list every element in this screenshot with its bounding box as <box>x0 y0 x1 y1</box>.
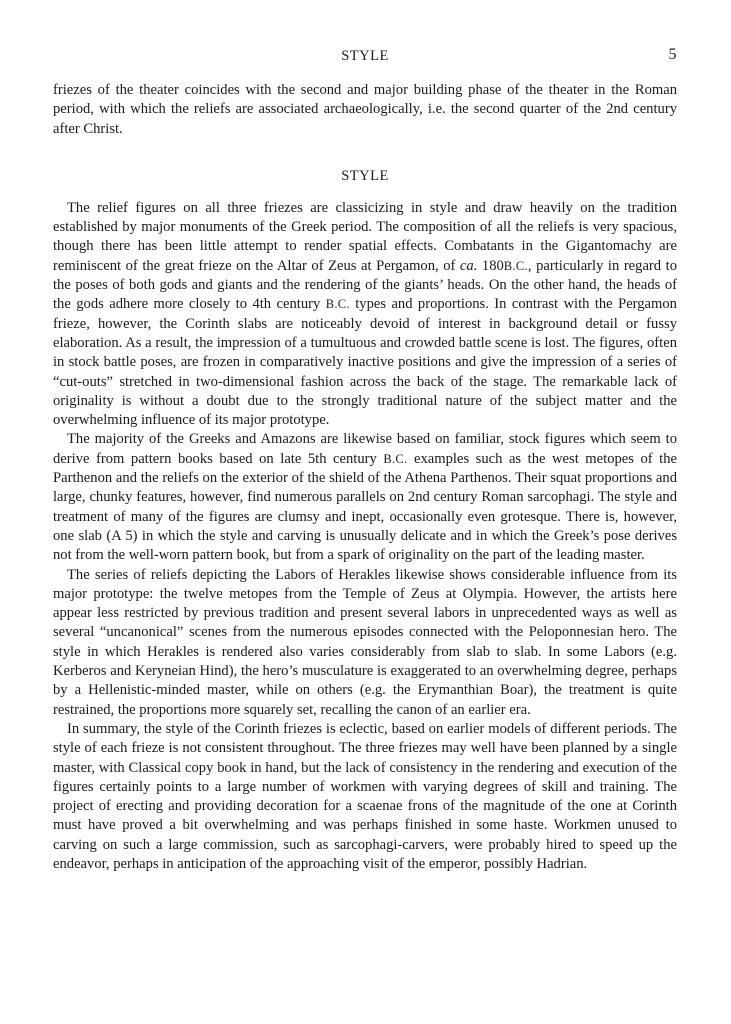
continuation-paragraph: friezes of the theater coincides with the second and major building phase of the theater in the Roman period, with which the reliefs are associated archaeologically, i.e. the second quarter of the 2nd century after Christ. <box>53 82 677 137</box>
paragraph-2 <box>53 430 677 565</box>
paragraph-1-circa: ca. <box>459 257 478 274</box>
paragraph-1-bc-1: B.C. <box>503 258 528 273</box>
paragraph-1 <box>53 199 677 431</box>
paragraph-2-bc: B.C. <box>383 451 408 466</box>
paragraph-1-text-d: types and proportions. In contrast with the Pergamon frieze, however, the Corinth slabs are noticeably devoid of interest in background detail or fussy elaboration. As a result, the impression of a tumultuous and crowded battle scene is lost. The figures, often in stock battle poses, are frozen in comparatively inactive positions and give the impression of a series of “cut-outs” stretched in two-dimensional fashion across the back of the stage. The remarkable lack of originality is without a doubt due to the strongly traditional nature of the subject matter and the overwhelming influence of its major prototype. <box>53 296 677 429</box>
paragraph-3: The series of reliefs depicting the Labors of Herakles likewise shows considerable influence from its major prototype: the twelve metopes from the Temple of Zeus at Olympia. However, the artists here appear less restricted by previous tradition and present several labors in unprecedented ways as well as several “uncanonical” scenes from the numerous episodes connected with the Peloponnesian hero. The style in which Herakles is rendered also varies considerably from slab to slab. In some Labors (e.g. Kerberos and Keryneian Hind), the hero’s musculature is exaggerated to an overwhelming degree, perhaps by a Hellenistic-minded master, while on others (e.g. the Erymanthian Boar), the treatment is quite restrained, the proportions more squarely set, recalling the canon of an earlier era. <box>53 566 677 718</box>
section-title: STYLE <box>341 167 389 184</box>
page-number: 5 <box>668 46 677 63</box>
paragraph-1-text-a: The relief figures on all three friezes are classicizing in style and draw heavily on the tradition established by major monuments of the Greek period. The composition of all the reliefs is very spacious, though there has been little attempt to render spatial effects. Combatants in the Gigantomachy are reminiscent of the great frieze on the Altar of Zeus at Pergamon, of <box>53 199 677 274</box>
paragraph-2-text-b: examples such as the west metopes of the Parthenon and the reliefs on the exterior of the shield of the Athena Parthenos. Their squat proportions and large, chunky features, however, find numerous parallels on 2nd century Roman sarcophagi. The style and treatment of many of the figures are clumsy and inept, occasionally even grotesque. There is, however, one slab (A 5) in which the style and carving is unusually delicate and in which the Greek’s pose derives not from the well-worn pattern book, but from a spark of originality on the part of the leading master. <box>53 450 677 564</box>
paragraph-1-text-c: , particularly in regard to the poses of both gods and giants and the rendering of the giants’ heads. On the other hand, the heads of the gods adhere more closely to 4th century <box>53 257 677 313</box>
running-head <box>53 48 677 68</box>
paragraph-1-text-b: 180 <box>477 257 504 274</box>
page <box>53 48 677 874</box>
paragraph-2-text-a: The majority of the Greeks and Amazons are likewise based on familiar, stock figures which seem to derive from pattern books based on late 5th century <box>53 431 677 467</box>
paragraph-1-bc-2: B.C. <box>325 297 350 312</box>
paragraph-4: In summary, the style of the Corinth friezes is eclectic, based on earlier models of different periods. The style of each frieze is not consistent throughout. The three friezes may well have been planned by a single master, with Classical copy book in hand, but the lack of consistency in the rendering and execution of the figures certainly points to a large number of workmen with varying degrees of skill and training. The project of erecting and providing decoration for a scaenae frons of the magnitude of the one at Corinth must have proved a bit overwhelming and was perhaps finished in some haste. Workmen unused to carving on such a large commission, such as sarcophagi-carvers, were probably hired to speed up the endeavor, perhaps in anticipation of the approaching visit of the emperor, possibly Hadrian. <box>53 720 677 872</box>
running-title: STYLE <box>341 48 389 64</box>
